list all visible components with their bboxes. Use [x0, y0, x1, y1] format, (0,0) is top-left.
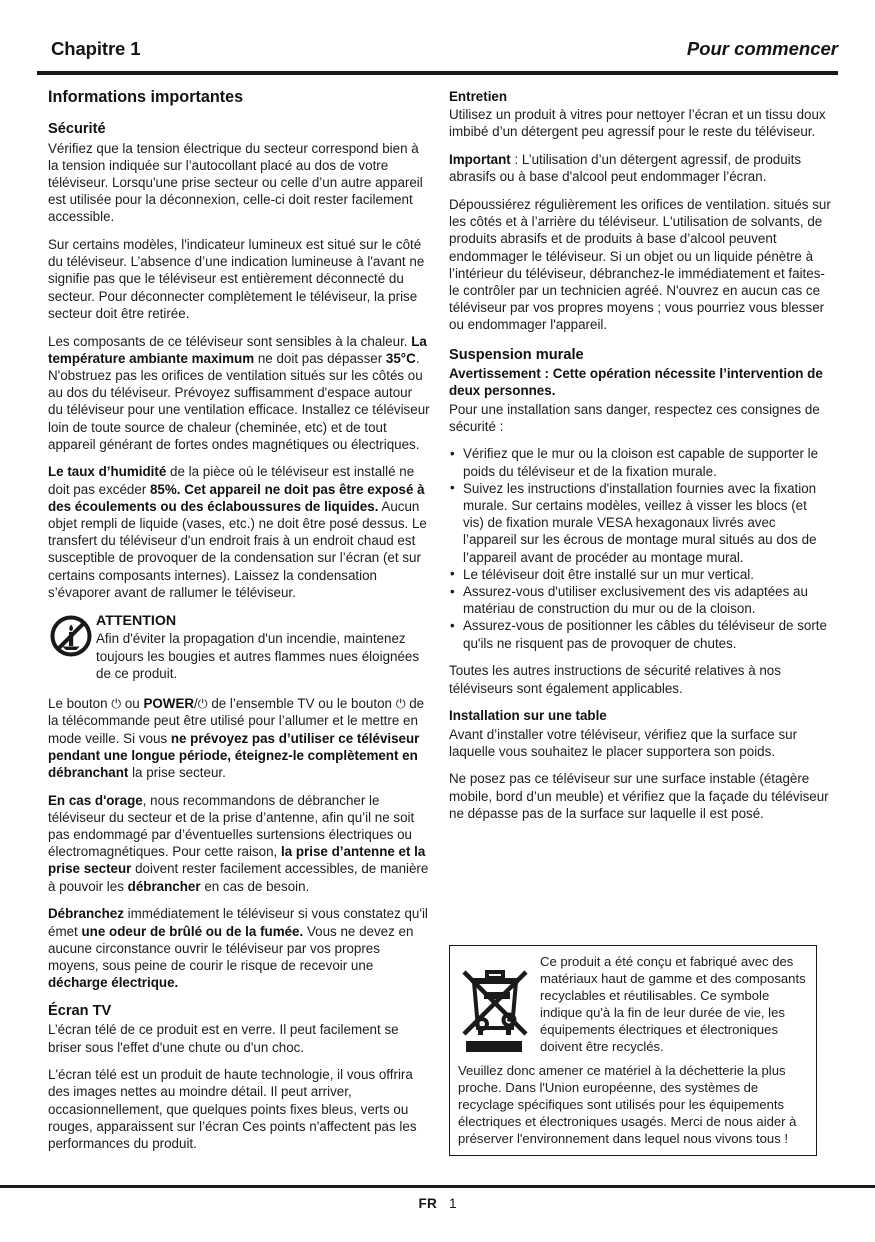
- attention-callout: [48, 613, 430, 682]
- emphasis-humidite: Le taux d’humidité: [48, 464, 167, 480]
- emphasis-important: Important: [449, 152, 511, 168]
- left-column: [48, 88, 430, 1163]
- paragraph-securite-2: Sur certains modèles, l'indicateur lumineux est situé sur le côté du téléviseur. L’absence d’une indication lumineuse à l'avant ne signifie pas que le téléviseur est entièrement déconnecté du secteur. Pour déconnecter complètement le téléviseur, la prise secteur doit être retirée.: [48, 237, 425, 321]
- paragraph-securite-4: [48, 463, 430, 601]
- weee-text-top: Ce produit a été conçu et fabriqué avec des matériaux haut de gamme et des composants recyclables et réutilisables. Ce symbole indique qu'à la fin de leur durée de vie, les équipements électriques et électroniques doivent être recyclés.: [540, 954, 806, 1054]
- subheading-securite: Sécurité: [48, 121, 106, 137]
- right-column: [449, 88, 831, 833]
- paragraph-power-button: [48, 695, 430, 781]
- emphasis-long-period: ne prévoyez pas d’utiliser ce téléviseur pendant une longue période, éteignez-le complètement en débranchant: [48, 730, 420, 780]
- text-run: . N'obstruez pas les orifices de ventilation situés sur les côtés ou au dos du téléviseur. Prévoyez suffisamment d'espace autour du téléviseur pour une ventilation efficace. Installez ce téléviseur loin de toute source de chaleur (cheminée, etc) et de tout appareil générant de fortes ondes magnétiques ou électriques.: [48, 350, 430, 452]
- paragraph-entretien-important: [449, 151, 831, 185]
- text-run: Vous ne devez en aucune circonstance ouvrir le téléviseur par vos propres moyens, sous peine de courir le risque de recevoir une: [48, 923, 414, 973]
- text-run: la prise secteur.: [128, 764, 226, 780]
- paragraph-storm: [48, 792, 430, 895]
- paragraph-ecran-1: L’écran télé de ce produit est en verre. Il peut facilement se briser sous l'effet d'une chute ou d'un choc.: [48, 1022, 399, 1055]
- paragraph-wall-mount-closing: Toutes les autres instructions de sécurité relatives à nos téléviseurs sont également applicables.: [449, 663, 781, 696]
- text-run: Le bouton: [48, 696, 112, 712]
- attention-title: ATTENTION: [96, 613, 177, 630]
- paragraph-securite-3: [48, 333, 430, 453]
- emphasis-power-label: POWER: [143, 696, 195, 712]
- list-item: • Assurez-vous de positionner les câbles du téléviseur de sorte qu'ils ne risquent pas de provoquer de chutes.: [449, 617, 831, 651]
- text-run: , nous recommandons de débrancher le téléviseur du secteur et de la prise d’antenne, afin qu’il ne soit pas endommagé par d’éventuelles surtensions électriques ou électromagnétiques. Pour cette raison,: [48, 792, 415, 860]
- text-run: /: [194, 696, 198, 712]
- list-item: • Vérifiez que le mur ou la cloison est capable de supporter le poids du téléviseur et de la fixation murale.: [449, 445, 831, 479]
- text-run: de la pièce où le téléviseur est installé ne doit pas excéder: [48, 464, 415, 497]
- paragraph-unplug: [48, 905, 430, 991]
- paragraph-table-install-2: Ne posez pas ce téléviseur sur une surface instable (étagère mobile, bord d’un meuble) et vérifiez que la façade du téléviseur ne dépasse pas de la surface sur laquelle il est posé.: [449, 771, 829, 821]
- crossed-out-wheeled-bin-icon: [458, 953, 534, 1059]
- emphasis-temperature: La température ambiante maximum: [48, 333, 427, 366]
- text-run: ou: [121, 696, 144, 712]
- emphasis-prise-antenne: la prise d’antenne et la prise secteur: [48, 844, 426, 877]
- emphasis-85-percent: 85%. Cet appareil ne doit pas être exposé à des écoulements ou des éclaboussures de liquides.: [48, 481, 425, 514]
- no-candle-icon: [50, 615, 92, 657]
- footer-language-code: FR: [418, 1196, 437, 1211]
- text-run: ne doit pas dépasser: [254, 350, 386, 366]
- attention-body: Afin d'éviter la propagation d'un incendie, maintenez toujours les bougies et autres flammes nues éloignées de ce produit.: [96, 631, 420, 681]
- weee-text-bottom: Veuillez donc amener ce matériel à la déchetterie la plus proche. Dans l'Union européenne, des systèmes de recyclage spécifiques sont utilisés pour les équipements électriques et électroniques usagés. Merci de nous aider à préserver l'environnement dans lequel nous vivons tous !: [458, 1063, 797, 1146]
- header-section-title: Pour commencer: [686, 38, 838, 59]
- emphasis-debrancher: débrancher: [127, 878, 201, 894]
- power-symbol-icon: ⏻: [395, 696, 406, 712]
- page-footer: [0, 1196, 875, 1211]
- paragraph-table-install-1: Avant d’installer votre téléviseur, vérifiez que la surface sur laquelle vous souhaitez le placer supportera son poids.: [449, 726, 798, 759]
- footer-page-number: 1: [448, 1196, 457, 1211]
- text-run: immédiatement le téléviseur si vous constatez qu'il émet: [48, 906, 428, 939]
- section-heading-informations-importantes: Informations importantes: [48, 88, 244, 106]
- subheading-suspension-murale: Suspension murale: [449, 346, 584, 363]
- paragraph-wall-mount-intro: Pour une installation sans danger, respectez ces consignes de sécurité :: [449, 401, 820, 434]
- text-run: de l’ensemble TV ou le bouton: [207, 696, 396, 712]
- wall-mount-warning: Avertissement : Cette opération nécessite l’intervention de deux personnes.: [449, 366, 823, 399]
- wall-mount-bullet-list: [449, 445, 831, 651]
- weee-recycling-notice: [449, 945, 817, 1156]
- page-header: [37, 38, 838, 74]
- text-run: doivent rester facilement accessibles, de manière à pouvoir les: [48, 861, 429, 894]
- subheading-ecran-tv: Écran TV: [48, 1002, 112, 1019]
- emphasis-35c: 35°C: [385, 350, 416, 366]
- text-run: de la télécommande peut être utilisé pour l’allumer et le mettre en mode veille. Si vous: [48, 696, 425, 746]
- emphasis-decharge-electrique: décharge électrique.: [48, 975, 179, 991]
- list-item: • Assurez-vous d'utiliser exclusivement des vis adaptées au matériau de construction du mur ou de la cloison.: [449, 583, 831, 617]
- list-item: • Le téléviseur doit être installé sur un mur vertical.: [449, 566, 831, 583]
- subheading-entretien: Entretien: [449, 89, 508, 104]
- text-run: en cas de besoin.: [200, 878, 310, 894]
- weee-top-row: [458, 953, 808, 1059]
- header-chapter-label: Chapitre 1: [51, 38, 141, 59]
- power-symbol-icon: ⏻: [111, 696, 122, 712]
- emphasis-odeur-brule: une odeur de brûlé ou de la fumée.: [81, 923, 304, 939]
- text-run: Aucun objet rempli de liquide (vases, etc.) ne doit être posé dessus. Le transfert du téléviseur d'un endroit frais à un endroit chaud est susceptible de provoquer de la condensation sur l’écran (et sur certains composants internes). Laissez la condensation s’évaporer avant de rallumer le téléviseur.: [48, 498, 427, 600]
- paragraph-securite-1: Vérifiez que la tension électrique du secteur correspond bien à la tension indiquée sur l’autocollant placé au dos de votre téléviseur. Lorsqu'une prise secteur ou celle d’un autre appareil est utilisée pour la déconnexion, celle-ci doit rester facilement accessible.: [48, 140, 423, 225]
- power-symbol-icon: ⏻: [197, 696, 208, 712]
- text-run: Les composants de ce téléviseur sont sensibles à la chaleur.: [48, 333, 412, 349]
- emphasis-debranchez: Débranchez: [48, 906, 124, 922]
- subheading-installation-table: Installation sur une table: [449, 708, 607, 724]
- text-run: : L’utilisation d’un détergent agressif, de produits abrasifs ou à base d'alcool peut endommager l’écran.: [449, 152, 802, 185]
- list-item: • Suivez les instructions d'installation fournies avec la fixation murale. Sur certains modèles, veillez à visser les blocs (et vis) de fixation murale VESA hexagonaux livrés avec l’appareil sur les écrous de montage mural situés au dos de l’appareil avant de procéder au montage mural.: [449, 480, 831, 566]
- emphasis-en-cas-dorage: En cas d'orage: [48, 792, 143, 808]
- footer-divider-rule: [0, 1185, 875, 1188]
- paragraph-ecran-2: L'écran télé est un produit de haute technologie, il vous offrira des images nettes au moindre détail. Il peut arriver, occasionnellement, que quelques points fixes bleus, verts ou rouges, apparaissent sur l’écran Ces points n'affectent pas les performances du produit.: [48, 1067, 417, 1152]
- paragraph-entretien-3: Dépoussiérez régulièrement les orifices de ventilation. situés sur les côtés et à l’arrière du téléviseur. L'utilisation de solvants, de produits abrasifs et de produits à base d’alcool peuvent endommager le téléviseur. Si un objet ou un liquide pénètre à l’intérieur du téléviseur, débranchez-le immédiatement et faites-le contrôler par un technicien agréé. N'ouvrez en aucun cas ce téléviseur par vos propres moyens ; vous pourriez vous blesser ou endommager l'appareil.: [449, 197, 831, 333]
- header-divider-rule: [37, 71, 838, 75]
- paragraph-entretien-1: Utilisez un produit à vitres pour nettoyer l’écran et un tissu doux imbibé d’un détergent peu agressif pour le reste du téléviseur.: [449, 107, 826, 140]
